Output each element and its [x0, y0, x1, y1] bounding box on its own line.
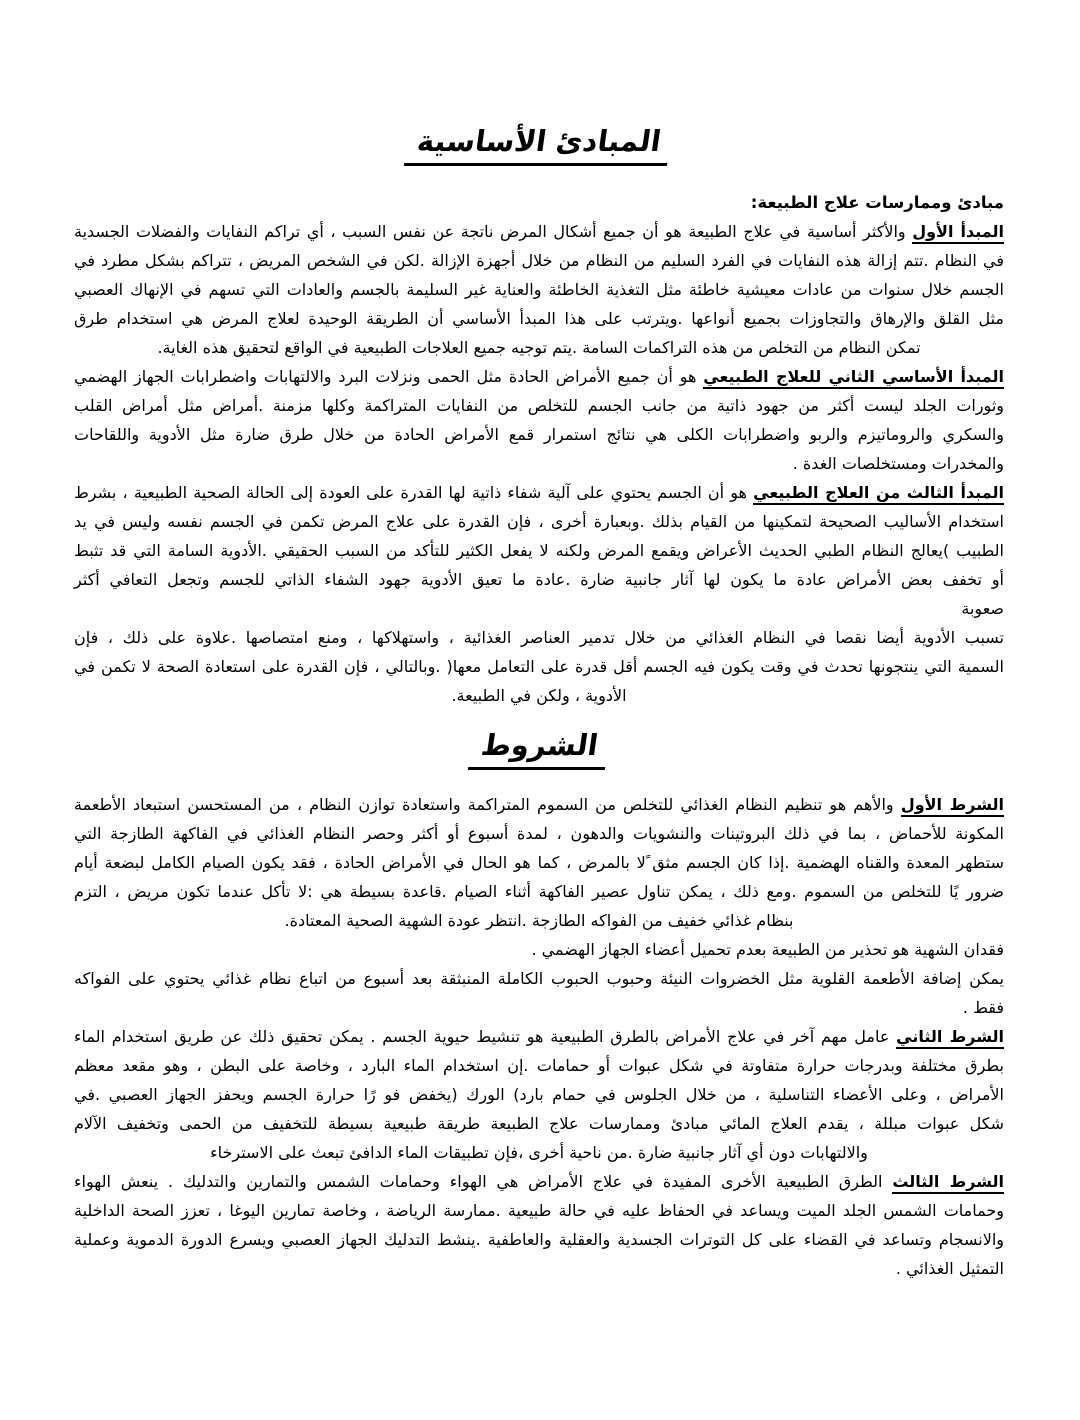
- document-content: [74, 121, 1004, 1283]
- paragraph: [74, 1167, 1004, 1283]
- section-title-text: الشروط: [468, 725, 611, 770]
- lead-phrase: الشرط الأول: [901, 795, 1004, 817]
- paragraph: [74, 623, 1004, 710]
- paragraph: [74, 362, 1004, 478]
- lead-phrase: المبدأ الأساسي الثاني للعلاج الطبيعي: [703, 367, 1004, 389]
- text-line: [74, 848, 1004, 877]
- line-text: التمثيل الغذائي .: [895, 1259, 1004, 1278]
- paragraph-heading: مبادئ وممارسات علاج الطبيعة:: [750, 193, 1004, 212]
- section-title: [74, 725, 1004, 770]
- lead-phrase: الشرط الثاني: [896, 1027, 1004, 1049]
- text-line: [74, 362, 1004, 391]
- line-text: في النظام .تتم إزالة هذه النفايات في الفرد السليم من النظام من خلال أجهزة الإزالة .لكن في الشخص المريض ، تتراكم بشكل مطرد في: [74, 251, 1004, 270]
- paragraph: [74, 964, 1004, 1022]
- line-text: والأكثر أساسية في علاج الطبيعة هو أن جميع أشكال المرض ناتجة عن نفس السبب ، أي تراكم النفايات والفضلات الجسدية: [74, 222, 913, 241]
- text-line: [74, 1051, 1004, 1080]
- text-line: [74, 536, 1004, 565]
- line-text: والسكري والروماتيزم والربو واضطرابات الكلى هي نتائج استمرار قمع الأمراض الحادة من خلال طرق ضارة مثل الأدوية واللقاحات: [74, 425, 1004, 444]
- line-text: هو أن جميع الأمراض الحادة مثل الحمى ونزلات البرد والالتهابات واضطرابات الجهاز الهضمي: [74, 367, 704, 386]
- line-text: المكونة للأحماض ، بما في ذلك البروتينات والنشويات والدهون ، لمدة أسبوع أو أكثر وحصر النظام الغذائي في الفاكهة الطازجة التي: [74, 824, 1004, 843]
- line-text: عامل مهم آخر في علاج الأمراض بالطرق الطبيعية هو تنشيط حيوية الجسم . يمكن تحقيق ذلك عن طريق استخدام الماء: [74, 1027, 897, 1046]
- paragraph: [74, 217, 1004, 362]
- text-line: [74, 449, 1004, 478]
- text-line: [74, 964, 1004, 993]
- section-title-text: المبادئ الأساسية: [404, 121, 674, 166]
- text-line: [74, 1167, 1004, 1196]
- line-text: وحمامات الشمس الجلد الميت ويساعد في الحفاظ عليه في حالة طبيعية .ممارسة الرياضة ، وخاصة تمارين اليوغا ، تعزز الصحة الداخلية: [74, 1201, 1004, 1220]
- line-text: الطبيب )يعالج النظام الطبي الحديث الأعراض ويقمع المرض ولكنه لا يفعل الكثير للتأكد من السبب الحقيقي .الأدوية السامة التي قد تثبط: [74, 541, 1004, 560]
- text-line: [74, 1225, 1004, 1254]
- line-text: أو تخفف بعض الأمراض عادة ما يكون لها آثار جانبية ضارة .عادة ما تعيق الأدوية جهود الشفاء الذاتي للجسم وتجعل التعافي أكثر: [74, 570, 1004, 589]
- text-line: [74, 1080, 1004, 1109]
- line-text: ستطهر المعدة والقناه الهضمية .إذا كان الجسم مثق ًلا بالمرض ، كما هو الحال في الأمراض الحادة ، فقد يكون الصيام الكامل لبضعة أيام: [74, 853, 1004, 872]
- line-text: فقدان الشهية هو تحذير من الطبيعة بعدم تحميل أعضاء الجهاز الهضمي .: [531, 940, 1004, 959]
- text-line: [74, 1254, 1004, 1283]
- line-text: فقط .: [962, 998, 1004, 1017]
- line-text: والمخدرات ومستخلصات الغدة .: [792, 454, 1004, 473]
- text-line: [74, 1022, 1004, 1051]
- text-line: [74, 935, 1004, 964]
- line-text: الطرق الطبيعية الأخرى المفيدة في علاج الأمراض هي الهواء وحمامات الشمس والتمارين والتدليك . ينعش الهواء: [74, 1172, 893, 1191]
- lead-phrase: المبدأ الأول: [912, 222, 1004, 244]
- text-line: [74, 304, 1004, 333]
- text-line: [74, 1109, 1004, 1138]
- line-text: والأهم هو تنظيم النظام الغذائي للتخلص من السموم المتراكمة واستعادة توازن النظام ، من المستحسن استبعاد الأطعمة: [74, 795, 901, 814]
- paragraph: [74, 935, 1004, 964]
- paragraph: [74, 478, 1004, 623]
- paragraph: [74, 790, 1004, 935]
- line-text: مثل القلق والإرهاق والتجاوزات بجميع أنواعها .ويترتب على هذا المبدأ الأساسي أن الطريقة الوحيدة لعلاج المرض هي استخدام طرق: [74, 309, 1004, 328]
- line-text: هو أن الجسم يحتوي على آلية شفاء ذاتية لها القدرة على العودة إلى الحالة الصحية الطبيعية ، بشرط: [74, 483, 754, 502]
- line-text: الأدوية ، ولكن في الطبيعة.: [451, 686, 627, 705]
- text-line: [74, 246, 1004, 275]
- line-text: ضرور يًا للتخلص من السموم .ومع ذلك ، يمكن تناول عصير الفاكهة أثناء الصيام .قاعدة بسيطة هي :لا تأكل عندما تكون مريض ، التزم: [74, 882, 1004, 901]
- line-text: صعوبة: [961, 599, 1004, 618]
- line-text: والالتهابات دون أي آثار جانبية ضارة .من ناحية أخرى ،فإن تطبيقات الماء الدافئ تبعث على الاسترخاء: [210, 1143, 868, 1162]
- text-line: [74, 594, 1004, 623]
- line-text: يمكن إضافة الأطعمة القلوية مثل الخضروات النيئة وحبوب الحبوب الكاملة المنبثقة بعد أسبوع من اتباع نظام غذائي يحتوي على الفواكه: [74, 969, 1004, 988]
- text-line: [74, 877, 1004, 906]
- text-line: [74, 993, 1004, 1022]
- text-line: [74, 565, 1004, 594]
- text-line: [74, 507, 1004, 536]
- line-text: بطرق مختلفة وبدرجات حرارة متفاوتة في شكل عبوات أو حمامات .إن استخدام الماء البارد ، وخاصة على البطن ، وهو مقعد معظم: [74, 1056, 1004, 1075]
- line-text: الأمراض ، وعلى الأعضاء التناسلية ، من خلال الجلوس في حمام بارد) الورك (يخفض فو رًا حرارة الجسم ويحفز الجهاز العصبي .في: [74, 1085, 1004, 1104]
- text-line: [74, 333, 1004, 362]
- text-line: [74, 391, 1004, 420]
- line-text: تسبب الأدوية أيضا نقصا في النظام الغذائي من خلال تدمير العناصر الغذائية ، واستهلاكها ، ومنع امتصاصها .علاوة على ذلك ، فإن: [74, 628, 1004, 647]
- line-text: استخدام الأساليب الصحيحة لتمكينها من القيام بذلك .وبعبارة أخرى ، فإن القدرة على علاج المرض تكمن في الجسم نفسه وليس في يد: [74, 512, 1004, 531]
- line-text: وثورات الجلد ليست أكثر من جهود ذاتية من جانب الجسم للتخلص من النفايات المتراكمة وكلها مزمنة .أمراض مثل أمراض القلب: [74, 396, 1004, 415]
- section-title: [74, 121, 1004, 166]
- text-line: [74, 681, 1004, 710]
- text-line: [74, 1196, 1004, 1225]
- line-text: تمكن النظام من التخلص من هذه التراكمات السامة .يتم توجيه جميع العلاجات الطبيعية في الواقع لتحقيق هذه الغاية.: [157, 338, 921, 357]
- line-text: السمية التي ينتجونها تحدث في وقت يكون فيه الجسم أقل قدرة على التعامل معها( .وبالتالي ، فإن القدرة على استعادة الصحة لا تكمن في: [74, 657, 1004, 676]
- text-line: [74, 819, 1004, 848]
- text-line: [74, 652, 1004, 681]
- text-line: [74, 420, 1004, 449]
- text-line: [74, 906, 1004, 935]
- line-text: شكل عبوات مبللة ، يقدم العلاج المائي مبادئ وممارسات علاج الطبيعة طريقة طبيعية بسيطة للتخفيف من الحمى وتخفيف الآلام: [74, 1114, 1004, 1133]
- line-text: بنظام غذائي خفيف من الفواكه الطازجة .انتظر عودة الشهية الصحية المعتادة.: [284, 911, 794, 930]
- text-line: [74, 478, 1004, 507]
- text-line: [74, 790, 1004, 819]
- lead-phrase: المبدأ الثالث من العلاج الطبيعي: [753, 483, 1004, 505]
- line-text: والانسجام وتساعد في القضاء على كل التوترات الجسدية والعقلية والعاطفية .ينشط التدليك الجهاز العصبي ويسرع الدورة الدموية وعملية: [74, 1230, 1004, 1249]
- lead-phrase: الشرط الثالث: [892, 1172, 1004, 1194]
- text-line: [74, 1138, 1004, 1167]
- text-line: [74, 217, 1004, 246]
- text-line: [74, 275, 1004, 304]
- text-line: [74, 623, 1004, 652]
- paragraph: [74, 1022, 1004, 1167]
- line-text: الجسم خلال سنوات من عادات معيشية خاطئة مثل التغذية الخاطئة والعناية غير السليمة بالجسم والعادات التي تسهم في الإنهاك العصبي: [74, 280, 1004, 299]
